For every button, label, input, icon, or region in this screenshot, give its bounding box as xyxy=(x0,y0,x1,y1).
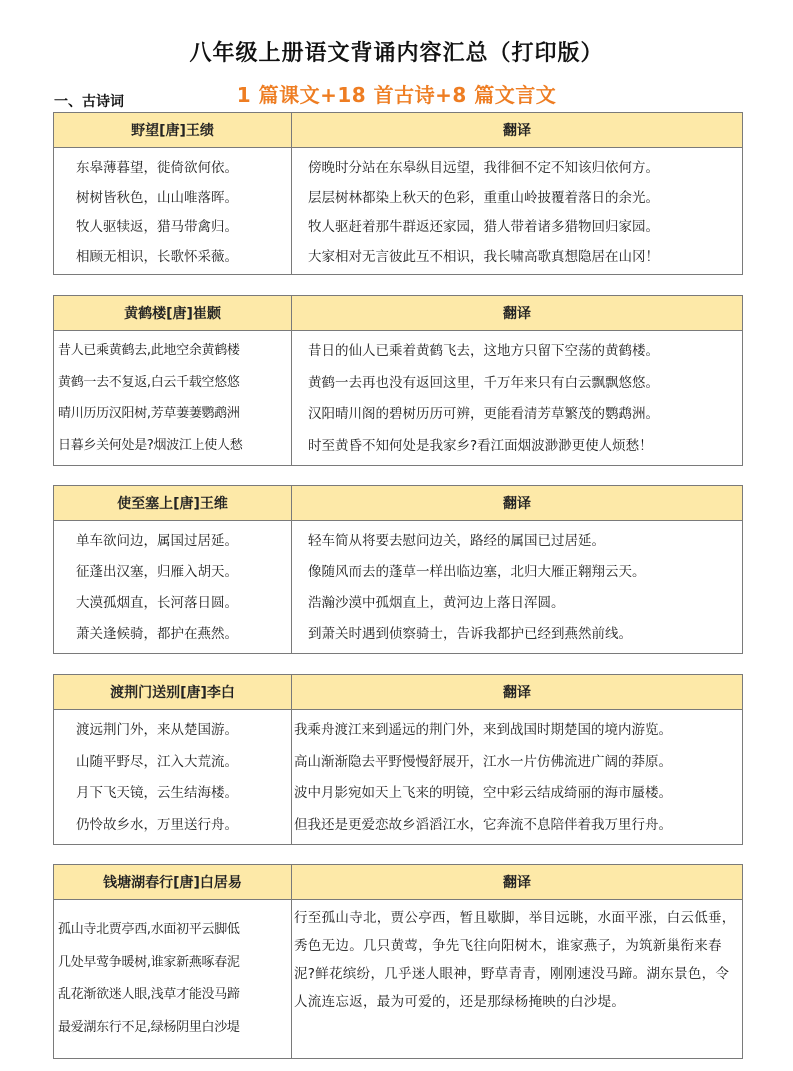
translation-line: 牧人驱赶着那牛群返还家园，猎人带着诸多猎物回归家园。 xyxy=(308,219,659,235)
poem-table-header xyxy=(54,113,742,148)
translation-header: 翻译 xyxy=(503,685,531,701)
poem-line: 昔人已乘黄鹤去,此地空余黄鹤楼 xyxy=(58,343,240,358)
document-subtitle: 1 篇课文+18 首古诗+8 篇文言文 xyxy=(236,83,557,107)
poem-table-dujingmensongbie xyxy=(53,674,743,845)
poem-line: 孤山寺北贾亭西,水面初平云脚低 xyxy=(58,922,240,937)
translation-line: 大家相对无言彼此互不相识，我长啸高歌真想隐居在山冈！ xyxy=(308,248,659,265)
translation-line: 昔日的仙人已乘着黄鹤飞去，这地方只留下空荡的黄鹤楼。 xyxy=(308,343,659,359)
poem-line: 几处早莺争暖树,谁家新燕啄春泥 xyxy=(58,954,240,970)
poem-line: 山随平野尽，江入大荒流。 xyxy=(76,753,238,770)
poem-table-header xyxy=(54,486,742,521)
poem-line: 征蓬出汉塞，归雁入胡天。 xyxy=(76,564,238,580)
translation-line: 汉阳晴川阁的碧树历历可辨，更能看清芳草繁茂的鹦鹉洲。 xyxy=(308,406,659,422)
translation-lines xyxy=(292,710,742,844)
poem-table-qiantanghuchunxing xyxy=(53,864,743,1059)
translation-lines xyxy=(292,331,742,465)
poem-line: 最爱湖东行不足,绿杨阴里白沙堤 xyxy=(58,1019,240,1035)
poem-line: 东皋薄暮望，徙倚欲何依。 xyxy=(76,160,238,176)
translation-header: 翻译 xyxy=(503,496,531,512)
poem-lines xyxy=(54,331,292,465)
poem-table-header xyxy=(54,675,742,710)
poem-title: 使至塞上[唐]王维 xyxy=(54,486,292,520)
poem-table-huanghelou xyxy=(53,295,743,466)
translation-line: 时至黄昏不知何处是我家乡?看江面烟波渺渺更使人烦愁！ xyxy=(308,437,653,454)
poem-table-header xyxy=(54,865,742,900)
poem-line: 月下飞天镜，云生结海楼。 xyxy=(76,785,238,801)
poem-line: 黄鹤一去不复返,白云千载空悠悠 xyxy=(58,374,240,390)
poem-title: 渡荆门送别[唐]李白 xyxy=(54,675,292,709)
translation-line: 波中月影宛如天上飞来的明镜，空中彩云结成绮丽的海市蜃楼。 xyxy=(294,785,672,801)
poem-lines xyxy=(54,148,292,274)
poem-line: 日暮乡关何处是?烟波江上使人愁 xyxy=(58,437,243,453)
translation-line: 浩瀚沙漠中孤烟直上，黄河边上落日浑圆。 xyxy=(308,595,565,611)
poem-line: 相顾无相识，长歌怀采薇。 xyxy=(76,248,238,265)
poem-title: 钱塘湖春行[唐]白居易 xyxy=(54,865,292,899)
translation-line: 轻车简从将要去慰问边关，路经的属国已过居延。 xyxy=(308,533,605,549)
translation-header: 翻译 xyxy=(503,123,531,139)
translation-line: 黄鹤一去再也没有返回这里，千万年来只有白云飘飘悠悠。 xyxy=(308,374,659,391)
translation-header: 翻译 xyxy=(503,875,531,891)
poem-line: 大漠孤烟直，长河落日圆。 xyxy=(76,595,238,611)
translation-line: 到萧关时遇到侦察骑士，告诉我都护已经到燕然前线。 xyxy=(308,626,632,642)
section-heading: 一、古诗词 xyxy=(54,94,124,110)
translation-line: 像随风而去的蓬草一样出临边塞，北归大雁正翱翔云天。 xyxy=(308,564,646,580)
translation-lines xyxy=(292,148,742,274)
poem-lines xyxy=(54,521,292,653)
document-title: 八年级上册语文背诵内容汇总（打印版） xyxy=(189,41,604,66)
translation-line: 高山渐渐隐去平野慢慢舒展开，江水一片仿佛流进广阔的莽原。 xyxy=(294,753,672,770)
poem-lines xyxy=(54,900,292,1058)
poem-title: 黄鹤楼[唐]崔颢 xyxy=(54,296,292,330)
poem-line: 萧关逢候骑，都护在燕然。 xyxy=(76,626,238,642)
translation-header: 翻译 xyxy=(503,306,531,322)
poem-line: 晴川历历汉阳树,芳草萋萋鹦鹉洲 xyxy=(58,406,240,421)
poem-table-header xyxy=(54,296,742,331)
translation-line: 但我还是更爱恋故乡滔滔江水，它奔流不息陪伴着我万里行舟。 xyxy=(294,816,672,833)
poem-lines xyxy=(54,710,292,844)
poem-title: 野望[唐]王绩 xyxy=(54,113,292,147)
poem-table-yewang xyxy=(53,112,743,275)
translation-lines xyxy=(292,521,742,653)
translation-line: 层层树林都染上秋天的色彩，重重山岭披覆着落日的余光。 xyxy=(308,189,659,206)
translation-line: 傍晚时分站在东皋纵目远望，我徘徊不定不知该归依何方。 xyxy=(308,160,659,176)
translation-paragraph: 行至孤山寺北，贾公亭西，暂且歇脚，举目远眺，水面平涨，白云低垂，秀色无边。几只黄莺，争先飞往向阳树木，谁家燕子，为筑新巢衔来春泥?鲜花缤纷，几乎迷人眼神，野草青青，刚刚速没马蹄。湖东景色，令人流连忘返，最为可爱的，还是那绿杨掩映的白沙堤。 xyxy=(294,910,736,1010)
translation-text xyxy=(292,900,742,1058)
translation-line: 我乘舟渡江来到遥远的荆门外，来到战国时期楚国的境内游览。 xyxy=(294,722,672,738)
poem-line: 乱花渐欲迷人眼,浅草才能没马蹄 xyxy=(58,987,240,1002)
poem-line: 仍怜故乡水，万里送行舟。 xyxy=(76,816,238,833)
poem-line: 单车欲问边，属国过居延。 xyxy=(76,533,238,549)
poem-line: 树树皆秋色，山山唯落晖。 xyxy=(76,189,238,206)
poem-line: 牧人驱犊返，猎马带禽归。 xyxy=(76,219,238,235)
poem-line: 渡远荆门外，来从楚国游。 xyxy=(76,722,238,738)
poem-table-shizhisaishang xyxy=(53,485,743,654)
